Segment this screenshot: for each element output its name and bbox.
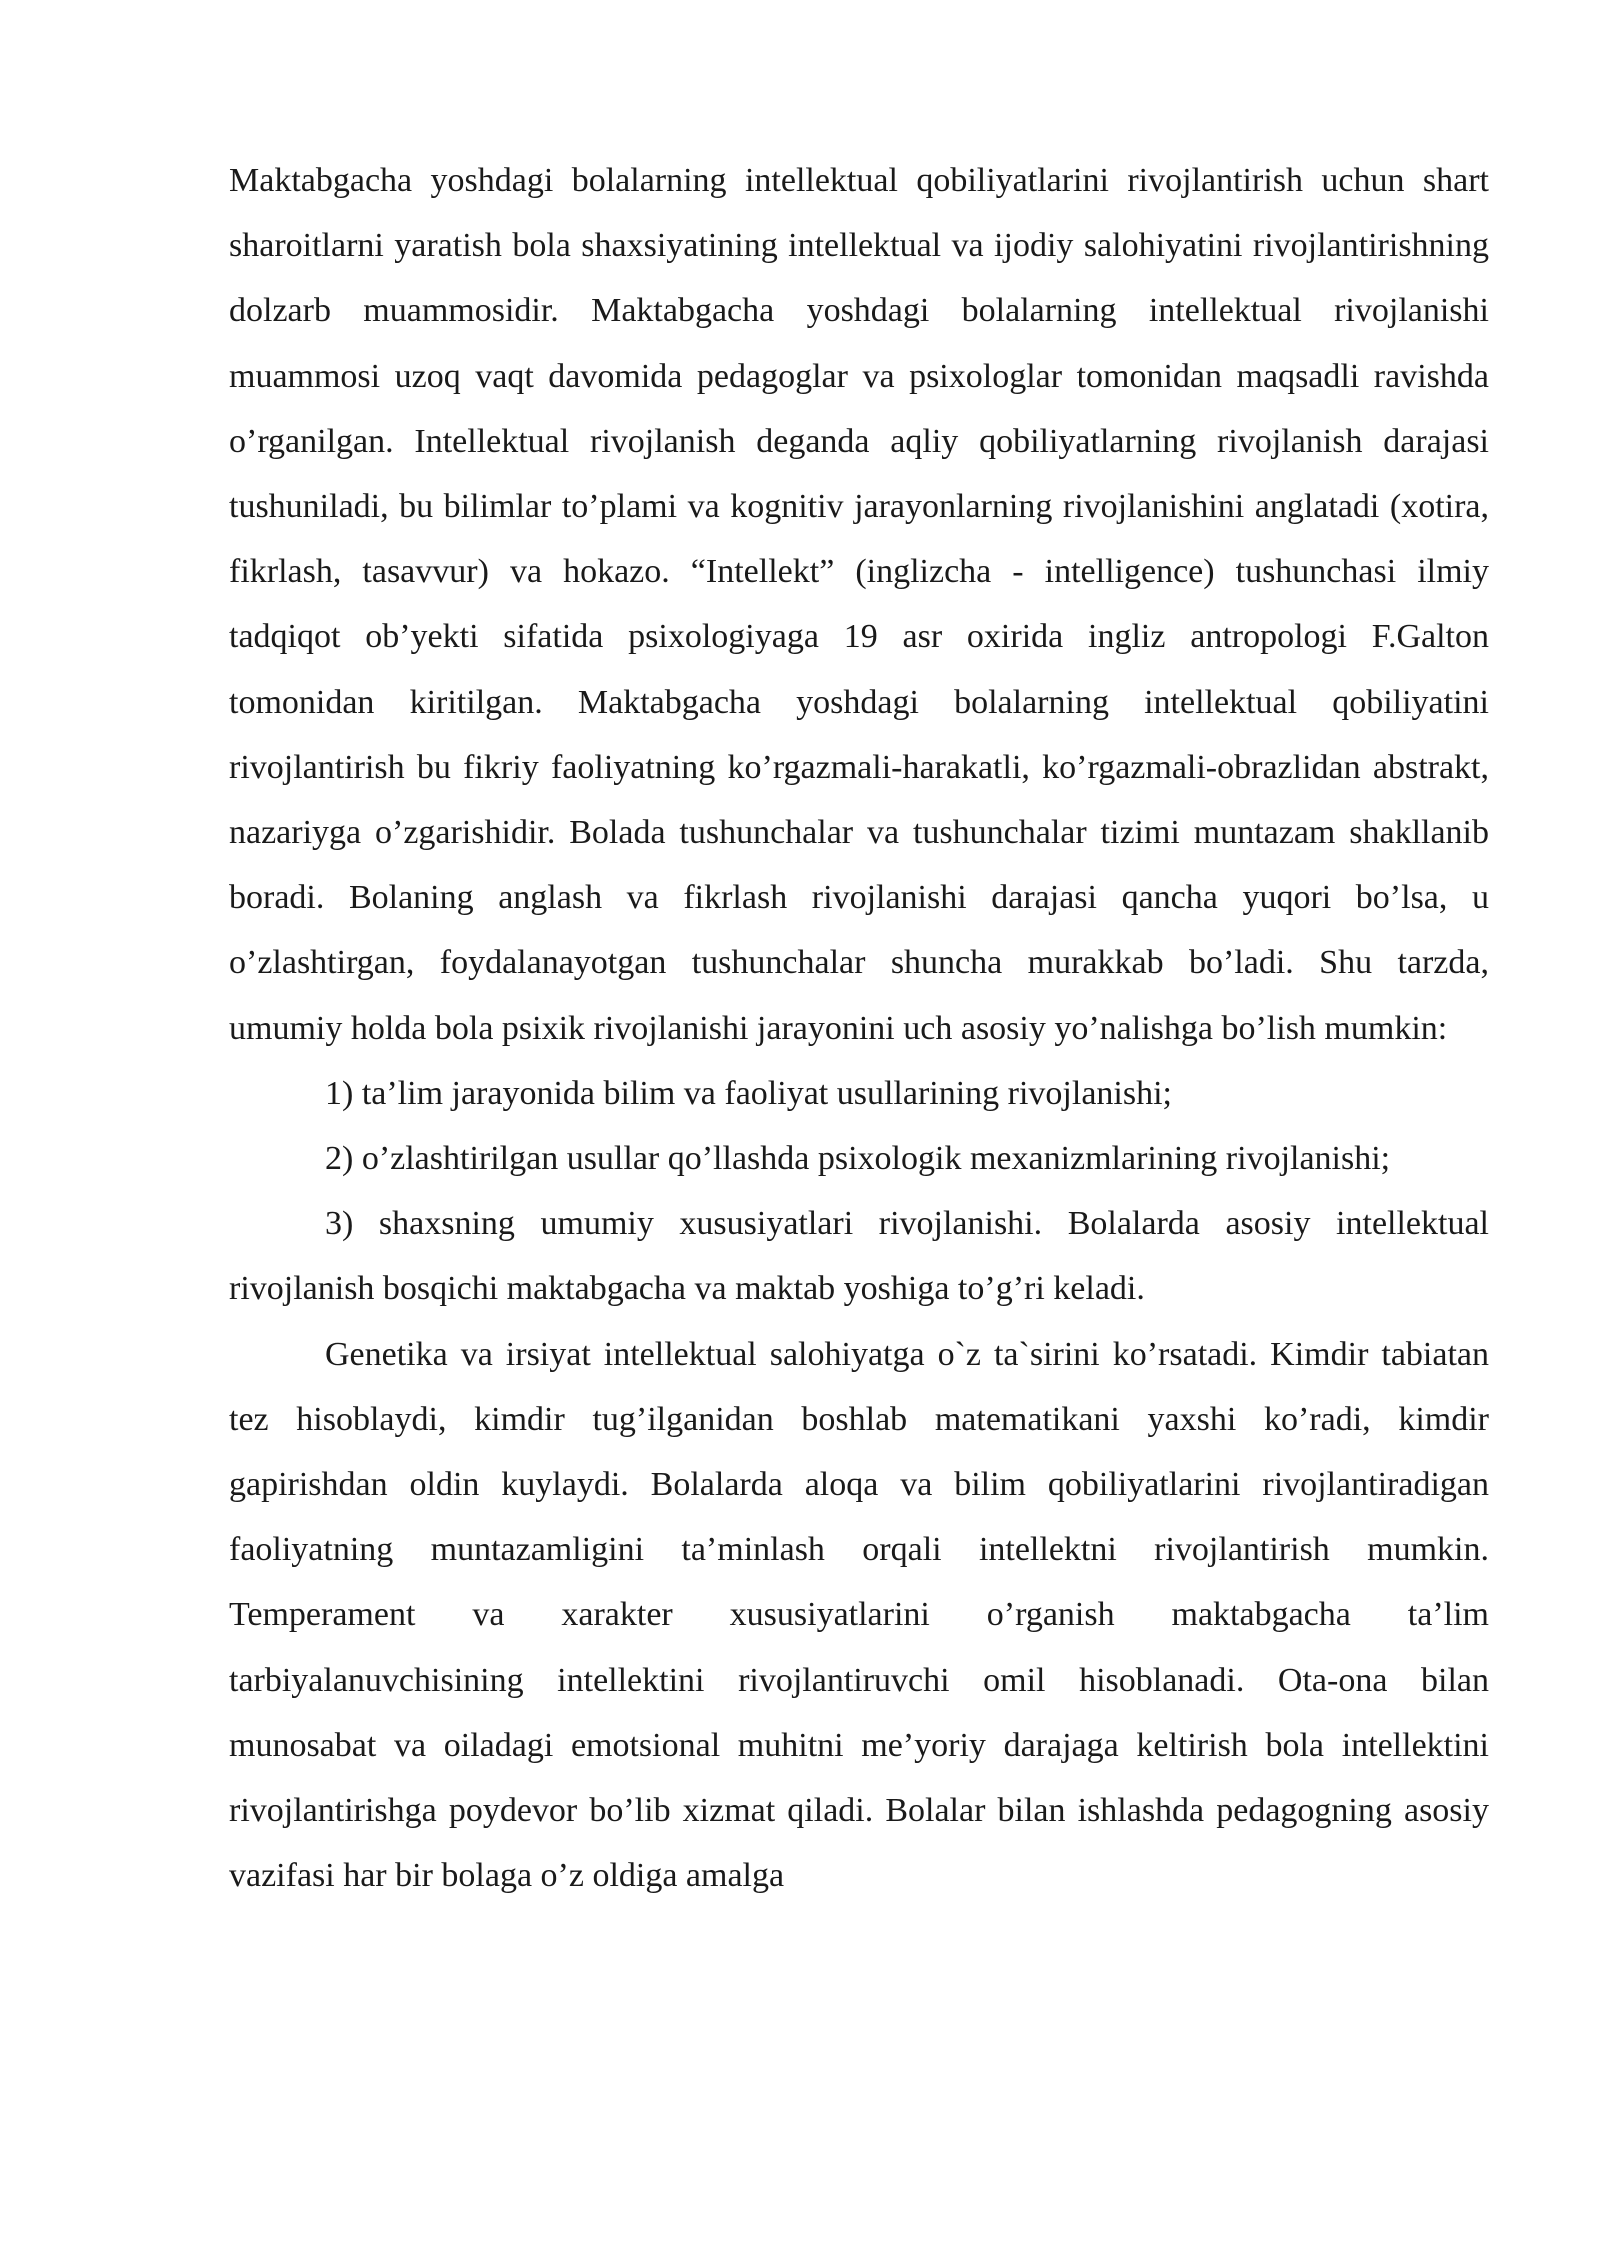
- list-item-3: 3) shaxsning umumiy xususiyatlari rivojlanishi. Bolalarda asosiy intellektual rivojlanish bosqichi maktabgacha va maktab yoshiga to’g’ri keladi.: [229, 1205, 1489, 1308]
- document-body: [229, 148, 1489, 1908]
- paragraph-genetics: Genetika va irsiyat intellektual salohiyatga o`z ta`sirini ko’rsatadi. Kimdir tabiatan tez hisoblaydi, kimdir tug’ilganidan boshlab matematikani yaxshi ko’radi, kimdir gapirishdan oldin kuylaydi. Bolalarda aloqa va bilim qobiliyatlarini rivojlantiradigan faoliyatning muntazamligini ta’minlash orqali intellektni rivojlantirish mumkin. Temperament va xarakter xususiyatlarini o’rganish maktabgacha ta’lim tarbiyalanuvchisining intellektini rivojlantiruvchi omil hisoblanadi. Ota-ona bilan munosabat va oiladagi emotsional muhitni me’yoriy darajaga keltirish bola intellektini rivojlantirishga poydevor bo’lib xizmat qiladi. Bolalar bilan ishlashda pedagogning asosiy vazifasi har bir bolaga o’z oldiga amalga: [229, 1335, 1489, 1895]
- list-item-1: 1) ta’lim jarayonida bilim va faoliyat usullarining rivojlanishi;: [325, 1074, 1172, 1112]
- paragraph-intro: Maktabgacha yoshdagi bolalarning intellektual qobiliyatlarini rivojlantirish uchun shart sharoitlarni yaratish bola shaxsiyatining intellektual va ijodiy salohiyatini rivojlantirishning dolzarb muammosidir. Maktabgacha yoshdagi bolalarning intellektual rivojlanishi muammosi uzoq vaqt davomida pedagoglar va psixologlar tomonidan maqsadli ravishda o’rganilgan. Intellektual rivojlanish deganda aqliy qobiliyatlarning rivojlanish darajasi tushuniladi, bu bilimlar to’plami va kognitiv jarayonlarning rivojlanishini anglatadi (xotira, fikrlash, tasavvur) va hokazo. “Intellekt” (inglizcha - intelligence) tushunchasi ilmiy tadqiqot ob’yekti sifatida psixologiyaga 19 asr oxirida ingliz antropologi F.Galton tomonidan kiritilgan. Maktabgacha yoshdagi bolalarning intellektual qobiliyatini rivojlantirish bu fikriy faoliyatning ko’rgazmali-harakatli, ko’rgazmali-obrazlidan abstrakt, nazariyga o’zgarishidir. Bolada tushunchalar va tushunchalar tizimi muntazam shakllanib boradi. Bolaning anglash va fikrlash rivojlanishi darajasi qancha yuqori bo’lsa, u o’zlashtirgan, foydalanayotgan tushunchalar shuncha murakkab bo’ladi. Shu tarzda, umumiy holda bola psixik rivojlanishi jarayonini uch asosiy yo’nalishga bo’lish mumkin:: [229, 162, 1489, 1047]
- list-item-2: 2) o’zlashtirilgan usullar qo’llashda psixologik mexanizmlarining rivojlanishi;: [325, 1140, 1391, 1178]
